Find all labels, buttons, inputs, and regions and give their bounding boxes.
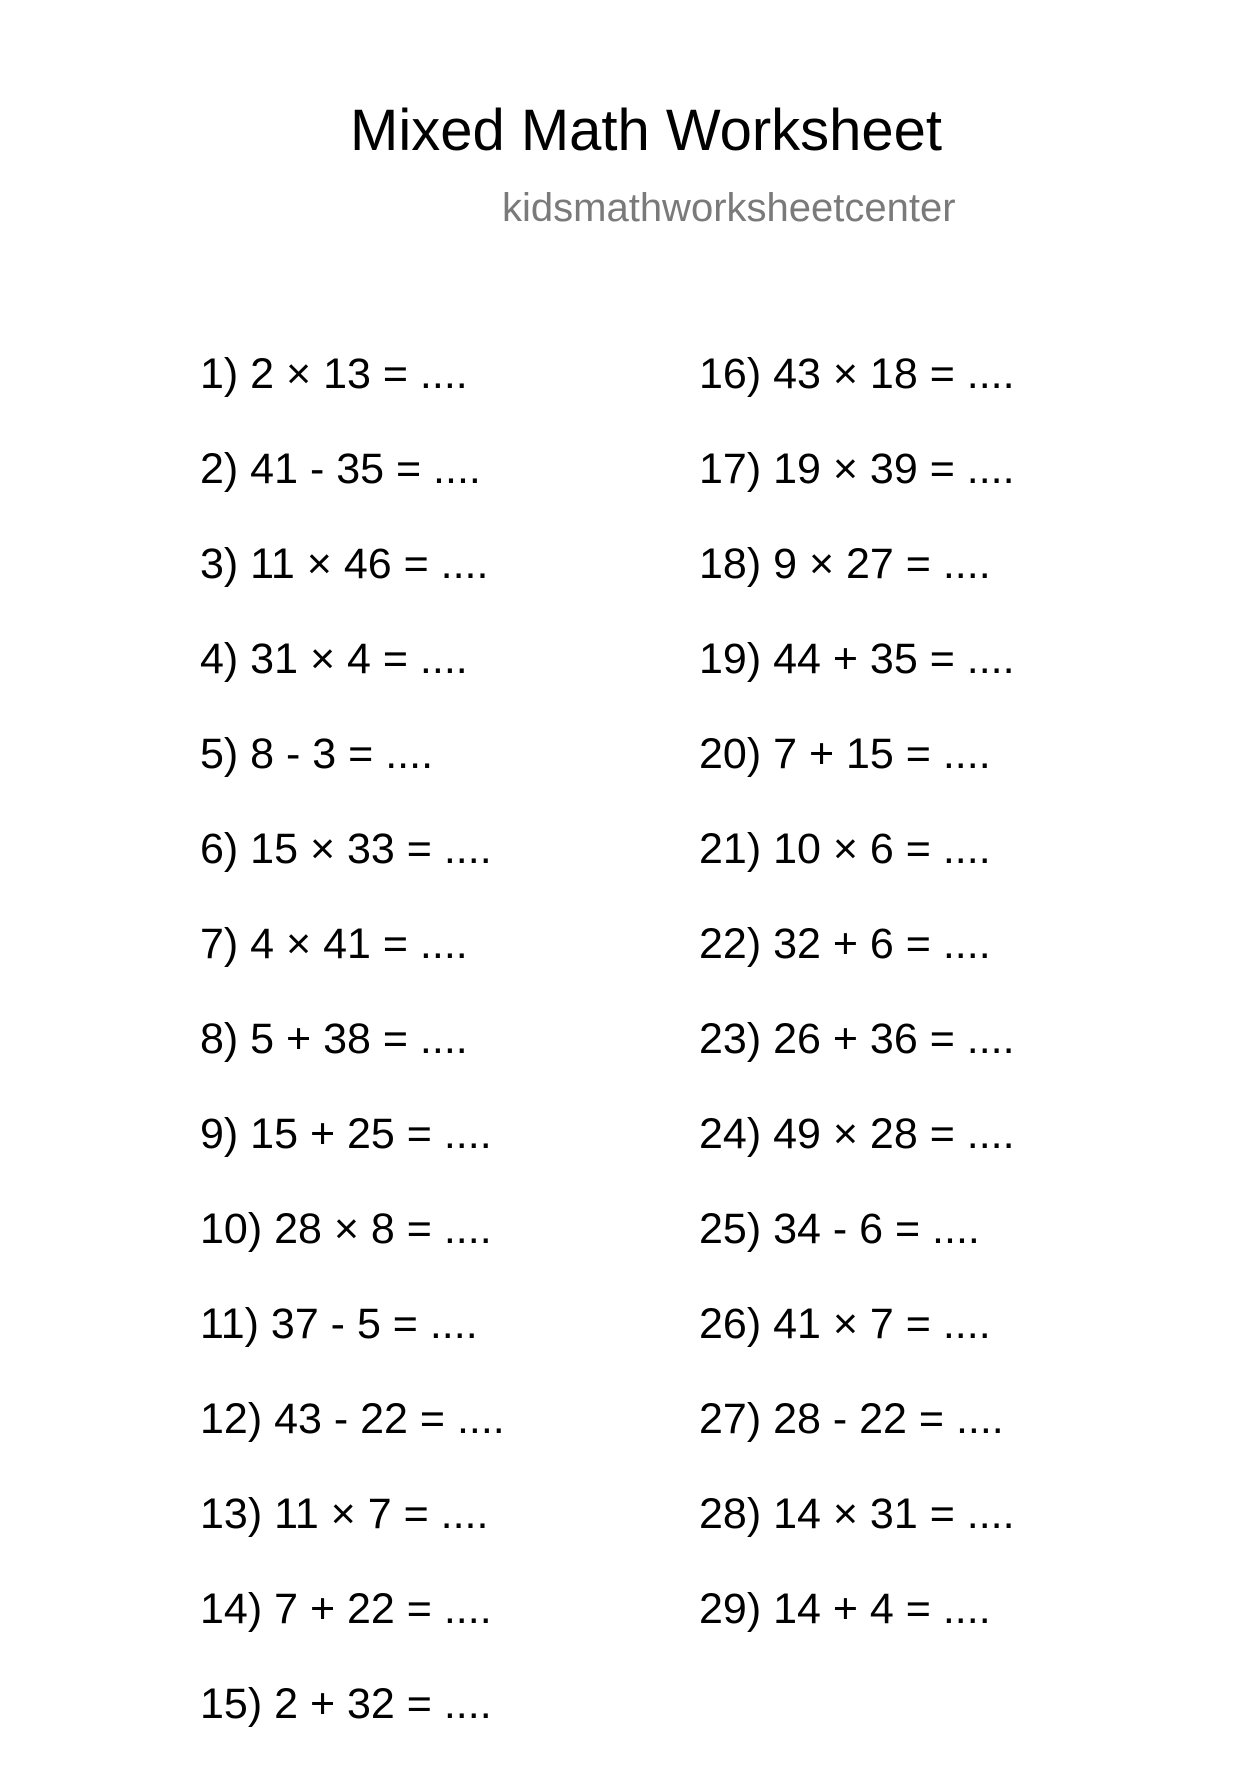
problem-item: 19) 44 + 35 = .... xyxy=(699,635,1015,683)
problem-column-right xyxy=(699,348,1015,1678)
problem-item: 18) 9 × 27 = .... xyxy=(699,540,991,588)
problem-item: 12) 43 - 22 = .... xyxy=(200,1395,505,1443)
problem-item: 27) 28 - 22 = .... xyxy=(699,1395,1004,1443)
problem-item: 24) 49 × 28 = .... xyxy=(699,1110,1015,1158)
problem-item: 8) 5 + 38 = .... xyxy=(200,1015,468,1063)
problem-item: 21) 10 × 6 = .... xyxy=(699,825,991,873)
problem-item: 14) 7 + 22 = .... xyxy=(200,1585,492,1633)
problem-item: 6) 15 × 33 = .... xyxy=(200,825,492,873)
problem-item: 5) 8 - 3 = .... xyxy=(200,730,434,778)
problem-item: 9) 15 + 25 = .... xyxy=(200,1110,492,1158)
problem-item: 3) 11 × 46 = .... xyxy=(200,540,489,588)
problem-item: 2) 41 - 35 = .... xyxy=(200,445,481,493)
problem-item: 22) 32 + 6 = .... xyxy=(699,920,991,968)
problem-item: 28) 14 × 31 = .... xyxy=(699,1490,1015,1538)
problem-item: 20) 7 + 15 = .... xyxy=(699,730,991,778)
page-title: Mixed Math Worksheet xyxy=(350,98,943,163)
problem-item: 29) 14 + 4 = .... xyxy=(699,1585,991,1633)
problem-item: 4) 31 × 4 = .... xyxy=(200,635,468,683)
problem-item: 23) 26 + 36 = .... xyxy=(699,1015,1015,1063)
problem-item: 15) 2 + 32 = .... xyxy=(200,1680,492,1728)
problem-item: 17) 19 × 39 = .... xyxy=(699,445,1015,493)
problem-item: 7) 4 × 41 = .... xyxy=(200,920,468,968)
problem-item: 11) 37 - 5 = .... xyxy=(200,1300,478,1348)
problem-item: 13) 11 × 7 = .... xyxy=(200,1490,489,1538)
source-label: kidsmathworksheetcenter xyxy=(502,186,956,230)
problem-column-left xyxy=(200,348,505,1773)
problem-item: 26) 41 × 7 = .... xyxy=(699,1300,991,1348)
problem-item: 10) 28 × 8 = .... xyxy=(200,1205,492,1253)
problem-item: 16) 43 × 18 = .... xyxy=(699,350,1015,398)
problem-item: 1) 2 × 13 = .... xyxy=(200,350,468,398)
problem-item: 25) 34 - 6 = .... xyxy=(699,1205,980,1253)
